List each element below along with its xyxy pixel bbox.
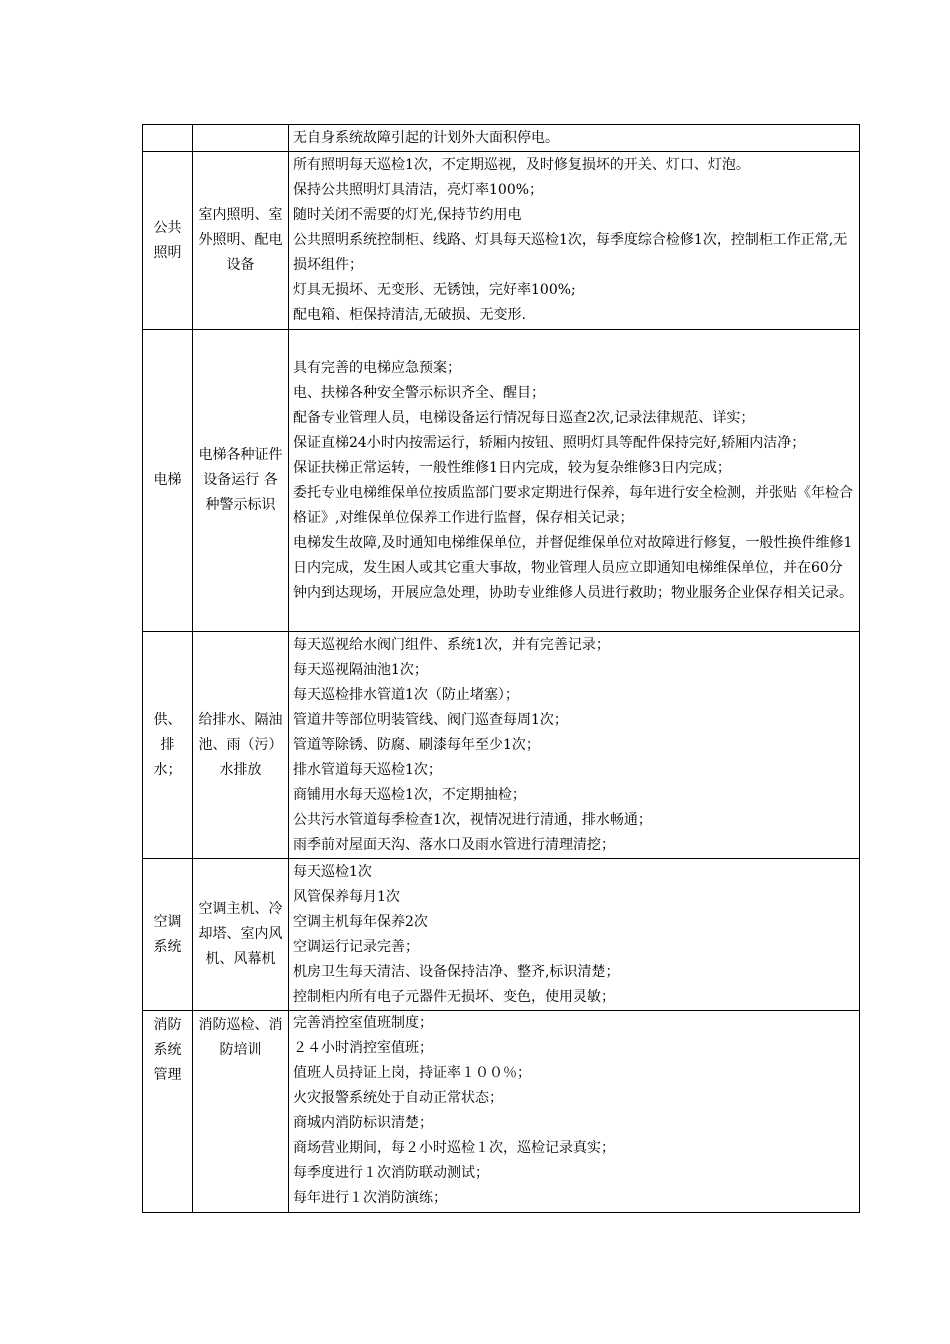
standard-line: 灯具无损坏、无变形、无锈蚀，完好率100%; bbox=[293, 282, 576, 298]
standard-line: 排水管道每天巡检1次； bbox=[293, 761, 442, 778]
category-cell: 电梯 bbox=[143, 330, 193, 632]
standard-line: 火灾报警系统处于自动正常状态； bbox=[293, 1090, 503, 1106]
items-cell: 空调主机、冷却塔、室内风机、风幕机 bbox=[193, 859, 289, 1011]
standard-line: 配电箱、柜保持清洁,无破损、无变形. bbox=[293, 307, 526, 323]
standards-cell bbox=[289, 859, 860, 1011]
standard-line: ２４小时消控室值班； bbox=[293, 1040, 433, 1056]
standards-cell bbox=[289, 1011, 860, 1213]
standards-cell bbox=[289, 125, 860, 152]
standard-line: 控制柜内所有电子元器件无损坏、变色，使用灵敏； bbox=[293, 988, 615, 1005]
standards-cell bbox=[289, 632, 860, 859]
items-cell: 消防巡检、消防培训 bbox=[193, 1011, 289, 1213]
standard-line: 电梯发生故障,及时通知电梯维保单位，并督促维保单位对故障进行修复，一般性换件维修1日内完成，发生困人或其它重大事故，物业管理人员应立即通知电梯维保单位，并在60分钟内到达现场，开展应急处理，协助专业维修人员进行救助；物业服务企业保存相关记录。 bbox=[293, 534, 853, 601]
standard-line: 每年进行１次消防演练； bbox=[293, 1190, 447, 1206]
standard-line: 风管保养每月1次 bbox=[293, 888, 400, 905]
standard-line: 保持公共照明灯具清洁，亮灯率100%； bbox=[293, 182, 544, 198]
standard-line: 每天巡视隔油池1次； bbox=[293, 661, 428, 678]
items-cell: 电梯各种证件 设备运行 各种警示标识 bbox=[193, 330, 289, 632]
standard-line: 具有完善的电梯应急预案； bbox=[293, 359, 461, 376]
table-row bbox=[143, 152, 860, 330]
maintenance-standards-table bbox=[142, 124, 860, 1213]
standard-line: 保证直梯24小时内按需运行，轿厢内按钮、照明灯具等配件保持完好,轿厢内洁净； bbox=[293, 434, 806, 451]
standard-line: 随时关闭不需要的灯光,保持节约用电 bbox=[293, 207, 522, 223]
standards-cell bbox=[289, 152, 860, 330]
items-cell bbox=[193, 125, 289, 152]
items-cell: 室内照明、室外照明、配电设备 bbox=[193, 152, 289, 330]
standard-line: 委托专业电梯维保单位按质监部门要求定期进行保养，每年进行安全检测，并张贴《年检合格证》,对维保单位保养工作进行监督，保存相关记录； bbox=[293, 484, 853, 526]
standards-cell bbox=[289, 330, 860, 632]
standard-line: 商城内消防标识清楚； bbox=[293, 1115, 433, 1131]
standard-line: 机房卫生每天清洁、设备保持洁净、整齐,标识清楚； bbox=[293, 963, 620, 980]
standard-line: 无自身系统故障引起的计划外大面积停电。 bbox=[293, 129, 559, 146]
standard-line: 管道等除锈、防腐、刷漆每年至少1次； bbox=[293, 736, 540, 753]
standard-line: 值班人员持证上岗，持证率１００％； bbox=[293, 1065, 531, 1081]
table-row bbox=[143, 859, 860, 1011]
standard-line: 每天巡检1次 bbox=[293, 863, 372, 880]
standard-line: 电、扶梯各种安全警示标识齐全、醒目； bbox=[293, 384, 545, 401]
category-cell: 供、排水； bbox=[143, 632, 193, 859]
standard-line: 雨季前对屋面天沟、落水口及雨水管进行清理清挖； bbox=[293, 836, 615, 853]
standard-line: 配备专业管理人员，电梯设备运行情况每日巡查2次,记录法律规范、详实； bbox=[293, 409, 755, 426]
category-cell: 消防系统管理 bbox=[143, 1011, 193, 1213]
items-cell: 给排水、隔油池、雨（污）水排放 bbox=[193, 632, 289, 859]
category-cell: 空调系统 bbox=[143, 859, 193, 1011]
standard-line: 管道井等部位明装管线、阀门巡查每周1次； bbox=[293, 711, 568, 728]
standard-line: 空调主机每年保养2次 bbox=[293, 913, 428, 930]
table-row bbox=[143, 1011, 860, 1213]
standard-line: 完善消控室值班制度； bbox=[293, 1015, 433, 1031]
category-cell: 公共照明 bbox=[143, 152, 193, 330]
standard-line: 所有照明每天巡检1次，不定期巡视，及时修复损坏的开关、灯口、灯泡。 bbox=[293, 157, 750, 173]
category-cell bbox=[143, 125, 193, 152]
standard-line: 保证扶梯正常运转，一般性维修1日内完成，较为复杂维修3日内完成； bbox=[293, 459, 731, 476]
table-row bbox=[143, 330, 860, 632]
standard-line: 公共照明系统控制柜、线路、灯具每天巡检1次，每季度综合检修1次，控制柜工作正常,无损坏组件； bbox=[293, 232, 848, 273]
standard-line: 公共污水管道每季检查1次，视情况进行清通，排水畅通； bbox=[293, 811, 652, 828]
standard-line: 每天巡视给水阀门组件、系统1次，并有完善记录； bbox=[293, 636, 610, 653]
standard-line: 商铺用水每天巡检1次，不定期抽检； bbox=[293, 786, 526, 803]
table-row bbox=[143, 632, 860, 859]
standard-line: 每天巡检排水管道1次（防止堵塞）； bbox=[293, 686, 519, 703]
standard-line: 商场营业期间，每２小时巡检１次，巡检记录真实； bbox=[293, 1140, 615, 1156]
table-row bbox=[143, 125, 860, 152]
standard-line: 空调运行记录完善； bbox=[293, 938, 419, 955]
standard-line: 每季度进行１次消防联动测试； bbox=[293, 1165, 489, 1181]
